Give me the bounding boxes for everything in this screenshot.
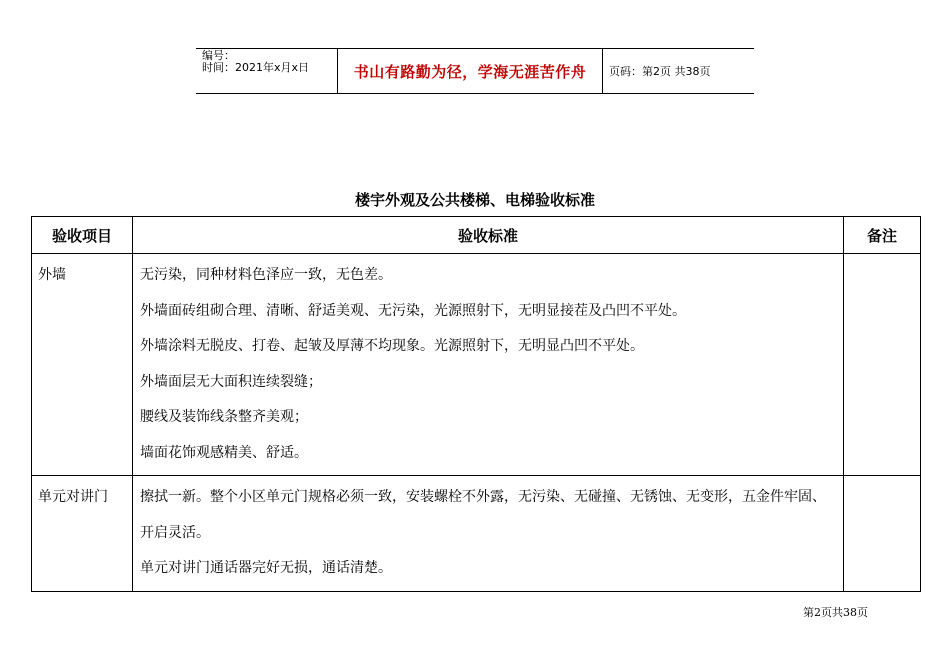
standard-line: 无污染，同种材料色泽应一致，无色差。 [140,267,392,283]
number-label: 编号： [202,49,235,62]
table-header-row [32,217,921,254]
standard-line: 腰线及装饰线条整齐美观； [140,409,308,425]
row-standards [133,254,844,476]
column-header-standard: 验收标准 [133,217,844,254]
table-row [32,254,921,476]
standard-line: 外墙涂料无脱皮、打卷、起皱及厚薄不均现象。光源照射下，无明显凸凹不平处。 [140,338,644,354]
row-note [844,476,921,592]
row-note [844,254,921,476]
row-item: 外墙 [32,254,133,476]
row-standards [133,476,844,592]
page-footer: 第2页共38页 [803,606,868,619]
header-motto: 书山有路勤为径，学海无涯苦作舟 [338,49,603,93]
header-meta [196,49,338,93]
column-header-item: 验收项目 [32,217,133,254]
column-header-note: 备注 [844,217,921,254]
standard-line: 外墙面层无大面积连续裂缝； [140,373,322,390]
standard-line: 擦拭一新。整个小区单元门规格必须一致，安装螺栓不外露，无污染、无碰撞、无锈蚀、无变形，五金件牢固、开启灵活。 [140,489,826,541]
time-label: 时间：2021年x月x日 [202,61,310,74]
page-header [196,48,754,94]
header-page-code: 页码：第2页 共38页 [609,65,711,78]
row-item: 单元对讲门 [32,476,133,592]
standard-line: 单元对讲门通话器完好无损，通话清楚。 [140,560,392,576]
document-title: 楼宇外观及公共楼梯、电梯验收标准 [354,191,595,209]
table-row [32,476,921,592]
acceptance-table [31,216,921,592]
standard-line: 墙面花饰观感精美、舒适。 [140,444,308,461]
standard-line: 外墙面砖组砌合理、清晰、舒适美观、无污染，光源照射下，无明显接茬及凸凹不平处。 [140,302,686,319]
